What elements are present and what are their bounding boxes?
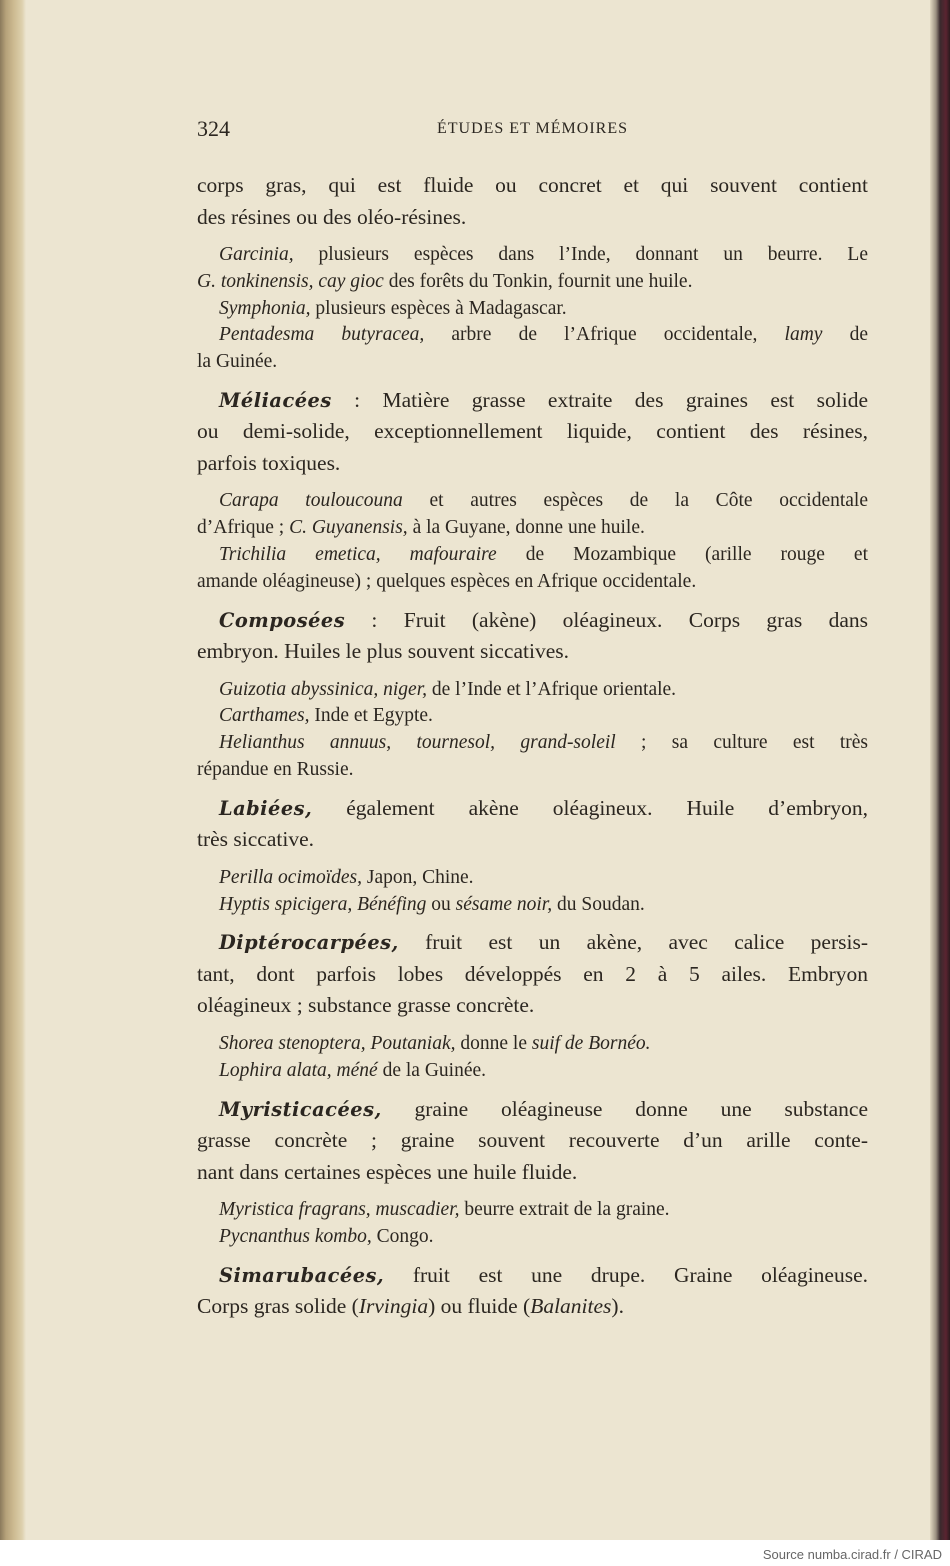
text-line [197,927,868,959]
text-line [197,322,868,349]
family-heading: Labiées, [219,796,313,820]
italic-term: C. Guyanensis, [289,517,408,539]
text-run: plusieurs espèces dans l’Inde, donnant un beurre. Le [293,244,868,265]
italic-term: lamy [784,324,823,346]
italic-term: G. tonkinensis, cay gioc [197,270,384,292]
text-run: à la Guyane, donne une huile. [407,517,645,539]
text-line [197,1031,868,1058]
species-entry [197,296,868,323]
italic-term: Balanites [530,1294,612,1319]
text-run: tant, dont parfois lobes développés en 2 à 5 ailes. Embryon [197,961,868,986]
book-gutter-edge [0,0,26,1540]
italic-term: Carthames, [219,705,310,727]
text-line [197,605,868,637]
text-line [197,1260,868,1292]
species-entry [197,1224,868,1251]
italic-term: Pentadesma butyracea, [219,324,425,346]
text-run: plusieurs espèces à Madagascar. [310,297,567,319]
text-run: de [822,324,868,346]
text-line [197,542,868,569]
species-entry [197,865,868,892]
body-paragraph [197,1260,868,1323]
species-entry [197,677,868,704]
italic-term: Garcinia, [219,244,294,265]
species-entry [197,542,868,596]
text-line [197,892,868,919]
species-entry [197,703,868,730]
text-line [197,416,868,448]
species-entry [197,730,868,784]
text-line [197,1125,868,1157]
text-run: grasse concrète ; graine souvent recouverte d’un arille conte- [197,1128,868,1153]
body-paragraph [197,385,868,480]
italic-term: Perilla ocimoïdes, [219,866,362,888]
body-paragraph [197,170,868,233]
italic-term: Pycnanthus kombo, [219,1225,372,1247]
text-line [197,1291,868,1323]
body-paragraph [197,793,868,856]
book-cover-edge [930,0,950,1540]
text-line [197,515,868,542]
text-run: nant dans certaines espèces une huile fluide. [197,1159,578,1184]
family-heading: Simarubacées, [219,1263,385,1287]
text-run: ou demi-solide, exceptionnellement liquide, contient des résines, [197,419,868,444]
text-run: Corps gras solide ( [197,1294,359,1319]
species-entry [197,1031,868,1058]
text-run: ). [611,1294,624,1319]
text-line [197,677,868,704]
text-line [197,730,868,757]
text-line [197,959,868,991]
text-line [197,569,868,596]
family-heading: Myristicacées, [219,1097,382,1121]
text-line [197,757,868,784]
family-heading: Composées [219,608,346,632]
text-run: ; sa culture est très [615,732,868,754]
italic-term: Irvingia [358,1294,429,1319]
text-line [197,170,868,202]
italic-term: Symphonia, [219,297,311,319]
italic-term: suif de Bornéo. [531,1032,651,1054]
text-run: ) ou fluide ( [428,1294,531,1319]
text-run: : Fruit (akène) oléagineux. Corps gras dans [345,607,868,632]
text-run: : Matière grasse extraite des graines est solide [331,387,868,412]
italic-term: Helianthus annuus, tournesol, grand-soleil [219,732,616,754]
text-run: d’Afrique ; [197,517,290,539]
page-header [197,116,868,146]
text-line [197,865,868,892]
text-run: amande oléagineuse) ; quelques espèces en Afrique occidentale. [197,570,697,592]
text-run: Inde et Egypte. [309,705,433,727]
text-line [197,385,868,417]
family-heading: Diptérocarpées, [219,931,399,955]
text-run: des résines ou des oléo-résines. [197,204,467,229]
species-entry [197,1058,868,1085]
text-run: beurre extrait de la graine. [459,1199,670,1221]
italic-term: Lophira alata, méné [219,1059,378,1081]
text-line [197,202,868,234]
species-entry [197,488,868,542]
italic-term: Hyptis spicigera, Bénéfing [219,893,427,915]
text-line [197,793,868,825]
text-run: la Guinée. [197,351,278,373]
text-run: fruit est un akène, avec calice persis- [398,930,868,955]
italic-term: Guizotia abyssinica, niger, [219,678,427,700]
text-line [197,636,868,668]
text-line [197,269,868,296]
text-run: du Soudan. [552,893,645,915]
family-heading: Méliacées [219,388,332,412]
text-run: ou [426,893,456,915]
text-run: graine oléagineuse donne une substance [381,1096,868,1121]
text-line [197,488,868,515]
species-entry [197,242,868,296]
text-run: corps gras, qui est fluide ou concret et qui souvent contient [197,173,868,197]
text-run: embryon. Huiles le plus souvent siccatives. [197,639,569,664]
page-text [197,170,868,1323]
page-number: 324 [197,116,230,141]
text-line [197,349,868,376]
body-paragraph [197,1094,868,1189]
text-run: de la Guinée. [377,1059,487,1081]
text-line [197,296,868,323]
text-line [197,1157,868,1189]
text-line [197,1094,868,1126]
text-run: répandue en Russie. [197,759,354,781]
text-run: donne le [455,1032,532,1054]
species-entry [197,322,868,376]
text-line [197,703,868,730]
text-run: de Mozambique (arille rouge et [496,544,869,566]
italic-term: Trichilia emetica, mafouraire [219,544,497,566]
source-credit: Source numba.cirad.fr / CIRAD [762,1547,942,1562]
italic-term: sésame noir, [455,893,553,915]
text-line [197,242,868,269]
text-run: des forêts du Tonkin, fournit une huile. [383,270,693,292]
text-run: de l’Inde et l’Afrique orientale. [427,678,677,700]
text-line [197,824,868,856]
text-run: arbre de l’Afrique occidentale, [424,324,785,346]
species-entry [197,892,868,919]
text-line [197,1224,868,1251]
text-run: Japon, Chine. [361,866,474,888]
text-run: et autres espèces de la Côte occidentale [402,490,868,512]
text-line [197,990,868,1022]
species-entry [197,1197,868,1224]
text-line [197,448,868,480]
text-line [197,1058,868,1085]
text-run: Congo. [371,1225,434,1247]
italic-term: Myristica fragrans, muscadier, [219,1199,460,1221]
text-run: oléagineux ; substance grasse concrète. [197,993,535,1018]
body-paragraph [197,605,868,668]
italic-term: Shorea stenoptera, Poutaniak, [219,1032,456,1054]
text-run: fruit est une drupe. Graine oléagineuse. [384,1262,868,1287]
text-run: très siccative. [197,827,315,852]
italic-term: Carapa touloucouna [219,490,403,512]
body-paragraph [197,927,868,1022]
text-line [197,1197,868,1224]
running-title: ÉTUDES ET MÉMOIRES [436,120,629,137]
text-run: parfois toxiques. [197,450,341,475]
text-run: également akène oléagineux. Huile d’embryon, [312,795,868,820]
